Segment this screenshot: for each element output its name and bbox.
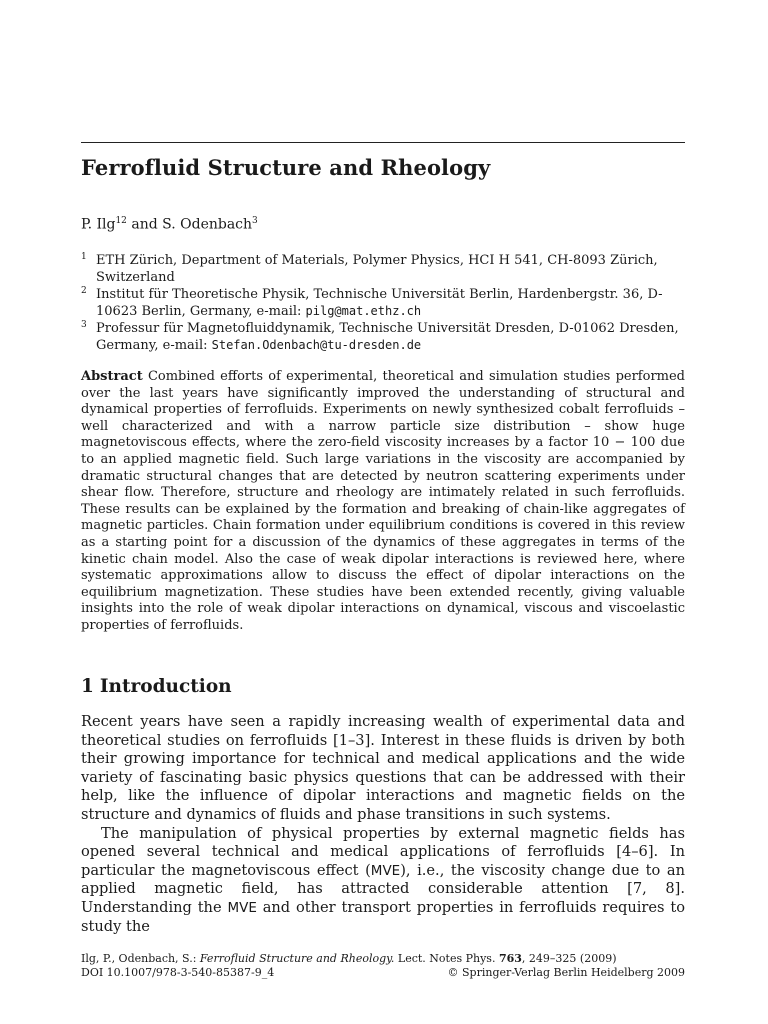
email-link[interactable]: Stefan.Odenbach@tu-dresden.de — [211, 338, 422, 352]
affiliation-text: ETH Zürich, Department of Materials, Polymer Physics, HCI H 541, CH-8093 Zürich, Switzerland — [96, 253, 658, 285]
section-number: 1 — [81, 676, 94, 697]
citation-authors: Ilg, P., Odenbach, S.: — [81, 952, 200, 965]
doi-copyright-row — [81, 966, 685, 980]
affiliation-2 — [81, 286, 685, 320]
top-rule — [81, 142, 685, 143]
author-2-name: S. Odenbach — [162, 216, 253, 233]
citation-title: Ferrofluid Structure and Rheology. — [199, 952, 395, 965]
paragraph-2-part-c: and other transport properties in ferrofluids requires to study the — [81, 898, 685, 935]
paragraph-1: Recent years have seen a rapidly increasing wealth of experimental data and theoretical studies on ferrofluids [1–3]. Interest in these fluids is driven by both their growing importance for technical and medical applications and the wide variety of fascinating basic physics questions that can be addressed with their help, like the influence of dipolar interactions and magnetic fields on the structure and dynamics of fluids and phase transitions in such systems. — [81, 713, 685, 823]
paragraph-2-part-b: ), i.e., the viscosity change due to an applied magnetic field, has attracted considerable attention [7, 8]. Understanding the — [81, 861, 685, 916]
author-2-affil-sup: 3 — [252, 216, 258, 226]
citation-journal: Lect. Notes Phys. — [394, 952, 499, 965]
mve-abbrev: MVE — [370, 862, 401, 879]
body-text — [81, 713, 685, 936]
abstract-label: Abstract — [81, 369, 143, 384]
affiliation-number: 1 — [81, 252, 87, 262]
section-title: Introduction — [99, 676, 232, 697]
affiliation-text: Professur für Magnetofluiddynamik, Technische Universität Dresden, D-01062 Dresden, Germany, e-mail: — [96, 321, 679, 353]
copyright: © Springer-Verlag Berlin Heidelberg 2009 — [447, 966, 685, 979]
doi[interactable]: DOI 10.1007/978-3-540-85387-9_4 — [81, 966, 275, 979]
email-link[interactable]: pilg@mat.ethz.ch — [305, 304, 422, 318]
section-heading — [81, 676, 232, 697]
citation-volume: 763 — [498, 952, 522, 965]
affiliations — [81, 252, 685, 354]
page-footer — [81, 952, 685, 980]
paragraph-2 — [81, 825, 685, 937]
author-line — [81, 216, 258, 233]
author-joiner: and — [131, 216, 158, 233]
abstract-text: Combined efforts of experimental, theoretical and simulation studies performed over the last years have significantly improved the understanding of structural and dynamical properties of ferrofluids. Experiments on newly synthesized cobalt ferrofluids – well characterized and with a narrow particle size distribution – show huge magnetoviscous effects, where the zero-field viscosity increases by a factor 10 − 100 due to an applied magnetic field. Such large variations in the viscosity are accompanied by dramatic structural changes that are detected by neutron scattering experiments under shear flow. Therefore, structure and rheology are intimately related in such ferrofluids. These results can be explained by the formation and breaking of chain-like aggregates of magnetic particles. Chain formation under equilibrium conditions is covered in this review as a starting point for a discussion of the dynamics of these aggregates in terms of the kinetic chain model. Also the case of weak dipolar interactions is reviewed here, where systematic approximations allow to discuss the effect of dipolar interactions on the equilibrium magnetization. These studies have been extended recently, giving valuable insights into the role of weak dipolar interactions on dynamical, viscous and viscoelastic properties of ferrofluids. — [81, 369, 685, 633]
affiliation-text: Institut für Theoretische Physik, Technische Universität Berlin, Hardenbergstr. 36, D-10623 Berlin, Germany, e-mail: — [96, 287, 663, 319]
author-1-name: P. Ilg — [81, 216, 116, 233]
affiliation-number: 3 — [81, 320, 87, 330]
affiliation-number: 2 — [81, 286, 87, 296]
citation-pages: , 249–325 (2009) — [521, 952, 617, 965]
abstract — [81, 369, 685, 635]
paragraph-2-part-a: The manipulation of physical properties by external magnetic fields has opened several technical and medical applications of ferrofluids [4–6]. In particular the magnetoviscous effect ( — [81, 824, 685, 879]
affiliation-1 — [81, 252, 685, 286]
affiliation-3 — [81, 320, 685, 354]
citation-line — [81, 952, 685, 966]
paper-title: Ferrofluid Structure and Rheology — [81, 155, 491, 180]
mve-abbrev: MVE — [227, 899, 257, 916]
author-1-affil-sup: 12 — [115, 216, 127, 226]
